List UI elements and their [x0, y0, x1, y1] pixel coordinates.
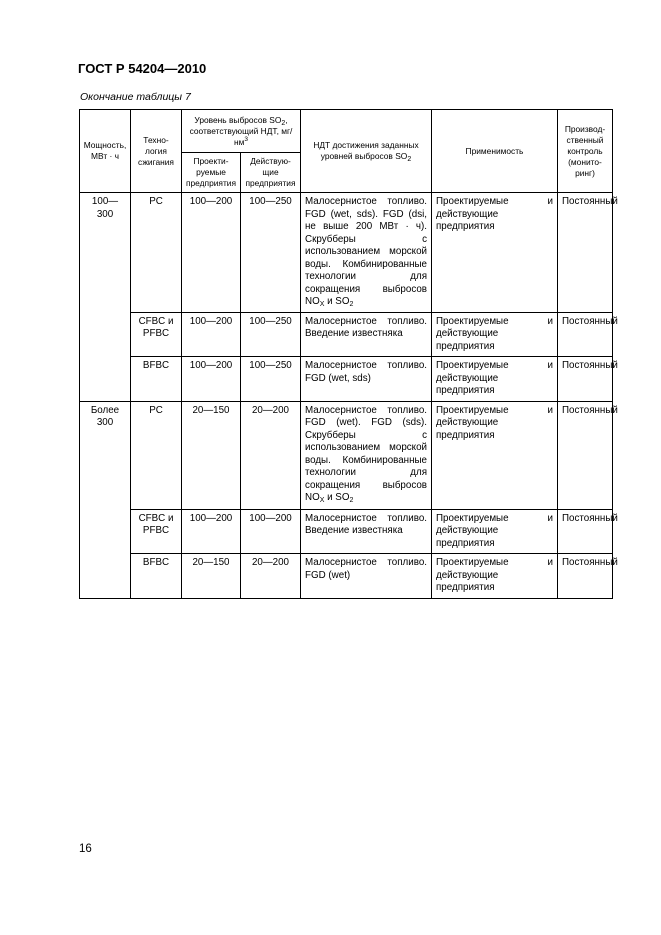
cell-projected: 20—150 [182, 554, 241, 599]
header-monitoring: Производ-ственный контроль (монито-ринг) [558, 110, 613, 193]
cell-ndt: Малосернистое топливо. FGD (wet). FGD (sds). Скрубберы с использованием морской воды. Комбинированные технологии для сокращения выбросов $NO_X$ и $SO_2$ [301, 401, 432, 509]
cell-existing: 100—250 [241, 312, 301, 357]
cell-ndt: Малосернистое топливо. FGD (wet, sds). FGD (dsi, не выше 200 МВт · ч). Скрубберы с использованием морской воды. Комбинированные технологии для сокращения выбросов $NO_X$ и $SO_2$ [301, 193, 432, 313]
cell-technology: CFBC и PFBC [131, 509, 182, 554]
cell-technology: PC [131, 193, 182, 313]
cell-existing: 20—200 [241, 401, 301, 509]
cell-projected: 100—200 [182, 509, 241, 554]
header-projected: Проекти-руемые предприятия [182, 153, 241, 193]
cell-existing: 100—250 [241, 193, 301, 313]
document-id: ГОСТ Р 54204—2010 [78, 61, 207, 76]
header-technology: Техно-логия сжигания [131, 110, 182, 193]
cell-projected: 100—200 [182, 193, 241, 313]
cell-applicability: Проектируемые и действующие предприятия [432, 554, 558, 599]
cell-projected: 100—200 [182, 357, 241, 402]
header-existing: Действую-щие предприятия [241, 153, 301, 193]
cell-technology: BFBC [131, 554, 182, 599]
header-power: Мощность, МВт · ч [80, 110, 131, 193]
cell-monitoring: Постоянный [558, 357, 613, 402]
cell-applicability: Проектируемые и действующие предприятия [432, 312, 558, 357]
cell-monitoring: Постоянный [558, 312, 613, 357]
header-ndt: НДТ достижения заданных уровней выбросов $SO_2$ [301, 110, 432, 193]
cell-ndt: Малосернистое топливо. FGD (wet) [301, 554, 432, 599]
cell-monitoring: Постоянный [558, 554, 613, 599]
cell-technology: CFBC и PFBC [131, 312, 182, 357]
table-caption: Окончание таблицы 7 [80, 91, 191, 103]
cell-existing: 100—200 [241, 509, 301, 554]
header-emission-level: Уровень выбросов $SO_2$, соответствующий НДТ, $мг/нм^3$ [182, 110, 301, 153]
cell-monitoring: Постоянный [558, 509, 613, 554]
cell-monitoring: Постоянный [558, 193, 613, 313]
cell-power: Более 300 [80, 401, 131, 598]
cell-technology: BFBC [131, 357, 182, 402]
cell-projected: 20—150 [182, 401, 241, 509]
cell-ndt: Малосернистое топливо. Введение известняка [301, 312, 432, 357]
cell-existing: 100—250 [241, 357, 301, 402]
cell-applicability: Проектируемые и действующие предприятия [432, 401, 558, 509]
cell-ndt: Малосернистое топливо. FGD (wet, sds) [301, 357, 432, 402]
emission-table [79, 109, 618, 599]
cell-applicability: Проектируемые и действующие предприятия [432, 509, 558, 554]
cell-applicability: Проектируемые и действующие предприятия [432, 357, 558, 402]
cell-power: 100—300 [80, 193, 131, 402]
cell-monitoring: Постоянный [558, 401, 613, 509]
cell-technology: PC [131, 401, 182, 509]
header-applicability: Применимость [432, 110, 558, 193]
cell-projected: 100—200 [182, 312, 241, 357]
cell-applicability: Проектируемые и действующие предприятия [432, 193, 558, 313]
page-number: 16 [79, 843, 92, 855]
cell-ndt: Малосернистое топливо. Введение известняка [301, 509, 432, 554]
cell-existing: 20—200 [241, 554, 301, 599]
